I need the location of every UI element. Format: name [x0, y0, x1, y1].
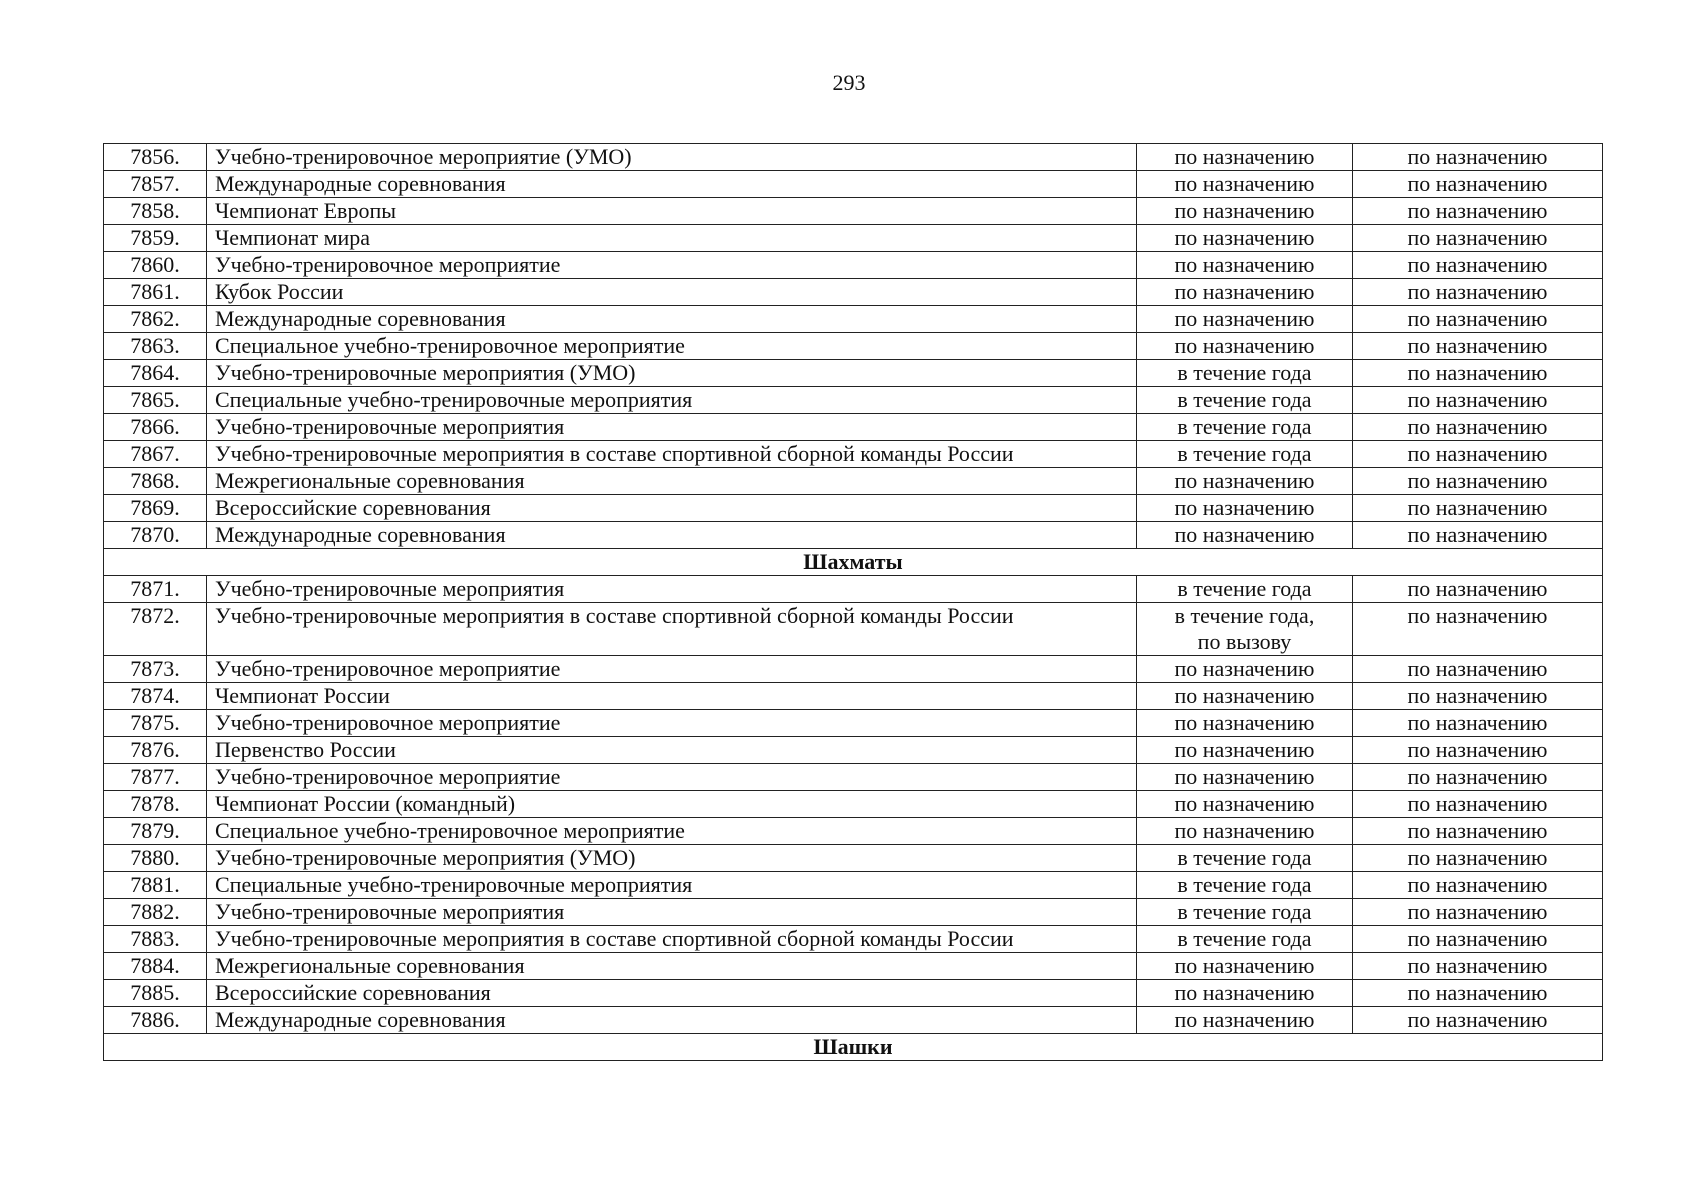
row-number: 7880. — [104, 845, 207, 872]
event-term-line: по назначению — [1174, 144, 1315, 169]
table-row — [104, 252, 1603, 279]
event-term-line: по назначению — [1174, 1007, 1315, 1032]
event-term-line: по назначению — [1174, 683, 1315, 708]
event-name: Международные соревнования — [207, 1007, 1137, 1034]
event-place: по назначению — [1353, 306, 1603, 333]
table-row — [104, 791, 1603, 818]
event-term — [1137, 495, 1353, 522]
row-number: 7881. — [104, 872, 207, 899]
event-place: по назначению — [1353, 252, 1603, 279]
event-name: Всероссийские соревнования — [207, 980, 1137, 1007]
row-number: 7860. — [104, 252, 207, 279]
table-row — [104, 764, 1603, 791]
event-term-line: в течение года — [1177, 576, 1312, 601]
event-place: по назначению — [1353, 387, 1603, 414]
table-row — [104, 845, 1603, 872]
row-number: 7863. — [104, 333, 207, 360]
event-term — [1137, 360, 1353, 387]
event-term — [1137, 683, 1353, 710]
event-term-line: по назначению — [1174, 953, 1315, 978]
row-number: 7878. — [104, 791, 207, 818]
event-name: Учебно-тренировочные мероприятия — [207, 414, 1137, 441]
event-place: по назначению — [1353, 495, 1603, 522]
event-term — [1137, 899, 1353, 926]
event-term — [1137, 468, 1353, 495]
row-number: 7859. — [104, 225, 207, 252]
event-term — [1137, 414, 1353, 441]
event-term — [1137, 872, 1353, 899]
section-title: Шашки — [104, 1034, 1603, 1061]
row-number: 7858. — [104, 198, 207, 225]
table-row — [104, 495, 1603, 522]
row-number: 7862. — [104, 306, 207, 333]
event-term — [1137, 710, 1353, 737]
event-term — [1137, 387, 1353, 414]
event-term-line: в течение года — [1177, 926, 1312, 951]
event-place: по назначению — [1353, 791, 1603, 818]
event-name: Учебно-тренировочное мероприятие — [207, 656, 1137, 683]
event-term — [1137, 576, 1353, 603]
event-place: по назначению — [1353, 603, 1603, 656]
event-place: по назначению — [1353, 414, 1603, 441]
event-place: по назначению — [1353, 1007, 1603, 1034]
event-name: Чемпионат России (командный) — [207, 791, 1137, 818]
event-term — [1137, 306, 1353, 333]
event-name: Учебно-тренировочное мероприятие — [207, 764, 1137, 791]
row-number: 7867. — [104, 441, 207, 468]
event-term — [1137, 144, 1353, 171]
event-name: Специальные учебно-тренировочные мероприятия — [207, 872, 1137, 899]
row-number: 7882. — [104, 899, 207, 926]
event-place: по назначению — [1353, 522, 1603, 549]
event-term — [1137, 737, 1353, 764]
event-name: Всероссийские соревнования — [207, 495, 1137, 522]
event-term-line: по назначению — [1174, 737, 1315, 762]
event-name: Чемпионат Европы — [207, 198, 1137, 225]
table-row — [104, 1007, 1603, 1034]
event-place: по назначению — [1353, 279, 1603, 306]
event-name: Учебно-тренировочные мероприятия — [207, 899, 1137, 926]
event-term — [1137, 980, 1353, 1007]
event-name: Международные соревнования — [207, 171, 1137, 198]
table-row — [104, 818, 1603, 845]
event-term-line: в течение года — [1177, 414, 1312, 439]
event-place: по назначению — [1353, 441, 1603, 468]
row-number: 7886. — [104, 1007, 207, 1034]
event-term-line: по вызову — [1197, 629, 1292, 654]
row-number: 7857. — [104, 171, 207, 198]
event-name: Учебно-тренировочные мероприятия (УМО) — [207, 360, 1137, 387]
table-row — [104, 171, 1603, 198]
row-number: 7866. — [104, 414, 207, 441]
table-row — [104, 683, 1603, 710]
table-row — [104, 980, 1603, 1007]
event-term — [1137, 656, 1353, 683]
event-name: Международные соревнования — [207, 306, 1137, 333]
table-row — [104, 953, 1603, 980]
events-table-body — [104, 144, 1603, 1061]
row-number: 7864. — [104, 360, 207, 387]
event-term-line: по назначению — [1174, 468, 1315, 493]
table-row — [104, 468, 1603, 495]
event-place: по назначению — [1353, 225, 1603, 252]
event-term-line: по назначению — [1174, 791, 1315, 816]
table-row — [104, 926, 1603, 953]
event-name: Специальные учебно-тренировочные мероприятия — [207, 387, 1137, 414]
event-name: Специальное учебно-тренировочное мероприятие — [207, 333, 1137, 360]
row-number: 7877. — [104, 764, 207, 791]
event-place: по назначению — [1353, 710, 1603, 737]
row-number: 7870. — [104, 522, 207, 549]
event-term-line: по назначению — [1174, 252, 1315, 277]
event-term-line: по назначению — [1174, 225, 1315, 250]
event-term-line: по назначению — [1174, 522, 1315, 547]
event-term — [1137, 522, 1353, 549]
event-place: по назначению — [1353, 899, 1603, 926]
event-name: Учебно-тренировочные мероприятия в составе спортивной сборной команды России — [207, 603, 1137, 656]
event-name: Учебно-тренировочные мероприятия (УМО) — [207, 845, 1137, 872]
row-number: 7868. — [104, 468, 207, 495]
table-row — [104, 225, 1603, 252]
event-term — [1137, 333, 1353, 360]
event-name: Кубок России — [207, 279, 1137, 306]
section-header-row — [104, 549, 1603, 576]
event-term — [1137, 441, 1353, 468]
event-term-line: по назначению — [1174, 656, 1315, 681]
event-name: Учебно-тренировочные мероприятия — [207, 576, 1137, 603]
event-term — [1137, 603, 1353, 656]
event-term-line: по назначению — [1174, 333, 1315, 358]
table-row — [104, 306, 1603, 333]
table-row — [104, 656, 1603, 683]
row-number: 7879. — [104, 818, 207, 845]
event-place: по назначению — [1353, 198, 1603, 225]
row-number: 7865. — [104, 387, 207, 414]
event-place: по назначению — [1353, 360, 1603, 387]
row-number: 7873. — [104, 656, 207, 683]
row-number: 7856. — [104, 144, 207, 171]
event-term — [1137, 1007, 1353, 1034]
table-row — [104, 899, 1603, 926]
event-term-line: по назначению — [1174, 764, 1315, 789]
table-row — [104, 603, 1603, 656]
event-term — [1137, 953, 1353, 980]
event-term — [1137, 279, 1353, 306]
event-term-line: по назначению — [1174, 495, 1315, 520]
event-term-line: по назначению — [1174, 980, 1315, 1005]
event-place: по назначению — [1353, 764, 1603, 791]
section-header-row — [104, 1034, 1603, 1061]
row-number: 7871. — [104, 576, 207, 603]
row-number: 7875. — [104, 710, 207, 737]
section-title: Шахматы — [104, 549, 1603, 576]
row-number: 7884. — [104, 953, 207, 980]
table-row — [104, 144, 1603, 171]
event-term — [1137, 225, 1353, 252]
table-row — [104, 576, 1603, 603]
event-term-line: в течение года — [1177, 899, 1312, 924]
table-row — [104, 710, 1603, 737]
event-term-line: в течение года — [1177, 387, 1312, 412]
table-row — [104, 522, 1603, 549]
event-term-line: по назначению — [1174, 279, 1315, 304]
event-name: Межрегиональные соревнования — [207, 468, 1137, 495]
event-name: Первенство России — [207, 737, 1137, 764]
event-place: по назначению — [1353, 144, 1603, 171]
event-place: по назначению — [1353, 980, 1603, 1007]
event-place: по назначению — [1353, 683, 1603, 710]
event-term-line: по назначению — [1174, 710, 1315, 735]
table-row — [104, 279, 1603, 306]
event-name: Учебно-тренировочные мероприятия в составе спортивной сборной команды России — [207, 926, 1137, 953]
event-place: по назначению — [1353, 468, 1603, 495]
event-name: Учебно-тренировочное мероприятие (УМО) — [207, 144, 1137, 171]
table-row — [104, 360, 1603, 387]
row-number: 7869. — [104, 495, 207, 522]
event-name: Межрегиональные соревнования — [207, 953, 1137, 980]
event-name: Учебно-тренировочные мероприятия в составе спортивной сборной команды России — [207, 441, 1137, 468]
event-place: по назначению — [1353, 926, 1603, 953]
event-term-line: в течение года — [1177, 441, 1312, 466]
event-term — [1137, 791, 1353, 818]
event-place: по назначению — [1353, 656, 1603, 683]
event-name: Учебно-тренировочное мероприятие — [207, 252, 1137, 279]
event-name: Чемпионат России — [207, 683, 1137, 710]
table-row — [104, 414, 1603, 441]
event-place: по назначению — [1353, 845, 1603, 872]
event-term-line: в течение года, — [1174, 603, 1315, 628]
row-number: 7861. — [104, 279, 207, 306]
events-table — [103, 143, 1603, 1061]
event-place: по назначению — [1353, 953, 1603, 980]
page-number: 293 — [832, 70, 866, 95]
event-term-line: в течение года — [1177, 360, 1312, 385]
row-number: 7872. — [104, 603, 207, 656]
row-number: 7885. — [104, 980, 207, 1007]
table-row — [104, 333, 1603, 360]
event-term — [1137, 764, 1353, 791]
event-term-line: в течение года — [1177, 872, 1312, 897]
event-term-line: по назначению — [1174, 818, 1315, 843]
event-place: по назначению — [1353, 737, 1603, 764]
table-row — [104, 198, 1603, 225]
event-name: Специальное учебно-тренировочное мероприятие — [207, 818, 1137, 845]
event-term — [1137, 252, 1353, 279]
event-term — [1137, 171, 1353, 198]
event-place: по назначению — [1353, 576, 1603, 603]
event-place: по назначению — [1353, 818, 1603, 845]
row-number: 7876. — [104, 737, 207, 764]
table-row — [104, 387, 1603, 414]
event-place: по назначению — [1353, 872, 1603, 899]
event-term-line: по назначению — [1174, 171, 1315, 196]
event-term-line: в течение года — [1177, 845, 1312, 870]
event-term — [1137, 198, 1353, 225]
row-number: 7883. — [104, 926, 207, 953]
event-place: по назначению — [1353, 171, 1603, 198]
event-name: Учебно-тренировочное мероприятие — [207, 710, 1137, 737]
event-term-line: по назначению — [1174, 306, 1315, 331]
table-row — [104, 872, 1603, 899]
event-term — [1137, 845, 1353, 872]
event-term — [1137, 818, 1353, 845]
event-term-line: по назначению — [1174, 198, 1315, 223]
table-row — [104, 441, 1603, 468]
event-name: Международные соревнования — [207, 522, 1137, 549]
event-name: Чемпионат мира — [207, 225, 1137, 252]
event-place: по назначению — [1353, 333, 1603, 360]
event-term — [1137, 926, 1353, 953]
row-number: 7874. — [104, 683, 207, 710]
table-row — [104, 737, 1603, 764]
